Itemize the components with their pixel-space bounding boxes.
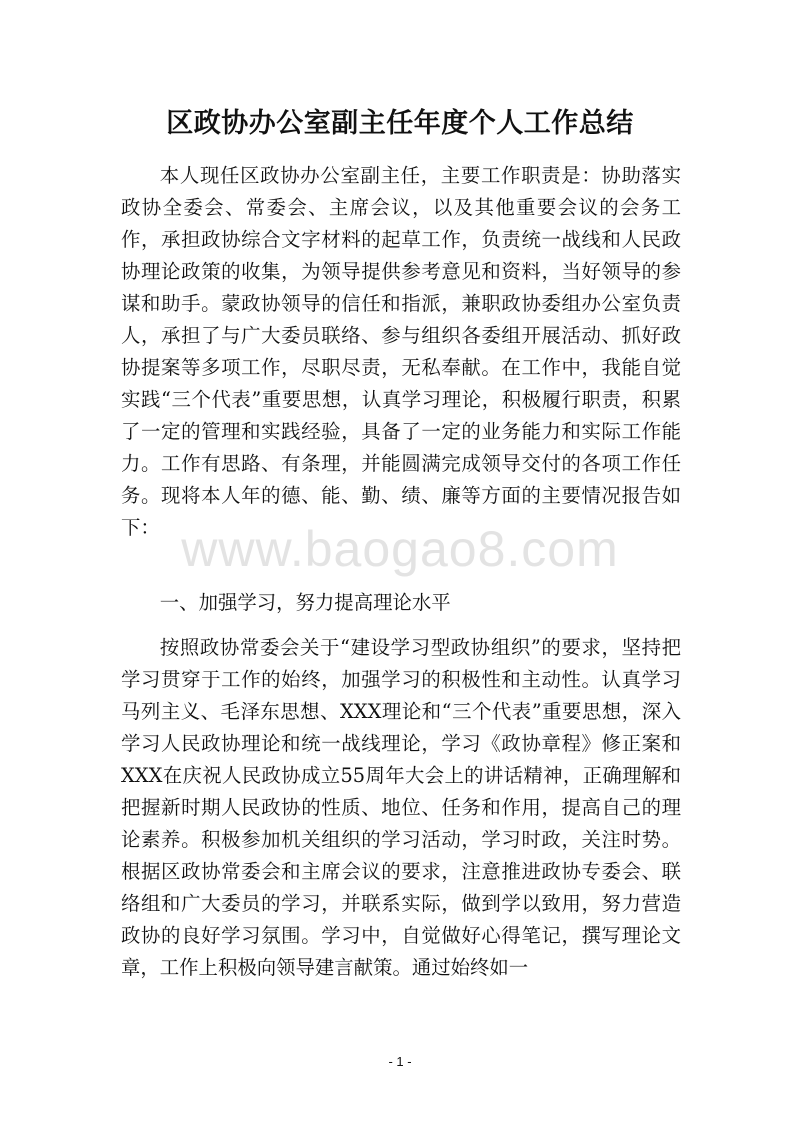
page-number: - 1 - (388, 1054, 412, 1069)
paragraph-section-1: 按照政协常委会关于“建设学习型政协组织”的要求，坚持把学习贯穿于工作的始终，加强学习的积极性和主动性。认真学习马列主义、毛泽东思想、XXX理论和“三个代表”重要思想，深入学习人民政协理论和统一战线理论，学习《政协章程》修正案和XXX在庆祝人民政协成立55周年大会上的讲话精神，正确理解和把握新时期人民政协的性质、地位、任务和作用，提高自己的理论素养。积极参加机关组织的学习活动，学习时政，关注时势。根据区政协常委会和主席会议的要求，注意推进政协专委会、联络组和广大委员的学习，并联系实际，做到学以致用，努力营造政协的良好学习氛围。学习中，自觉做好心得笔记，撰写理论文章，工作上积极向领导建言献策。通过始终如一 (121, 636, 681, 979)
section-heading-1: 一、加强学习，努力提高理论水平 (159, 591, 451, 614)
paragraph-intro: 本人现任区政协办公室副主任，主要工作职责是：协助落实政协全委会、常委会、主席会议，以及其他重要会议的会务工作，承担政协综合文字材料的起草工作，负责统一战线和人民政协理论政策的收集，为领导提供参考意见和资料，当好领导的参谋和助手。蒙政协领导的信任和指派，兼职政协委组办公室负责人，承担了与广大委员联络、参与组织各委组开展活动、抓好政协提案等多项工作，尽职尽责，无私奉献。在工作中，我能自觉实践“三个代表”重要思想，认真学习理论，积极履行职责，积累了一定的管理和实践经验，具备了一定的业务能力和实际工作能力。工作有思路、有条理，并能圆满完成领导交付的各项工作任务。现将本人年的德、能、勤、绩、廉等方面的主要情况报告如下： (121, 164, 681, 539)
document-title: 区政协办公室副主任年度个人工作总结 (166, 108, 634, 139)
watermark: www.baogao8.com (181, 521, 619, 577)
